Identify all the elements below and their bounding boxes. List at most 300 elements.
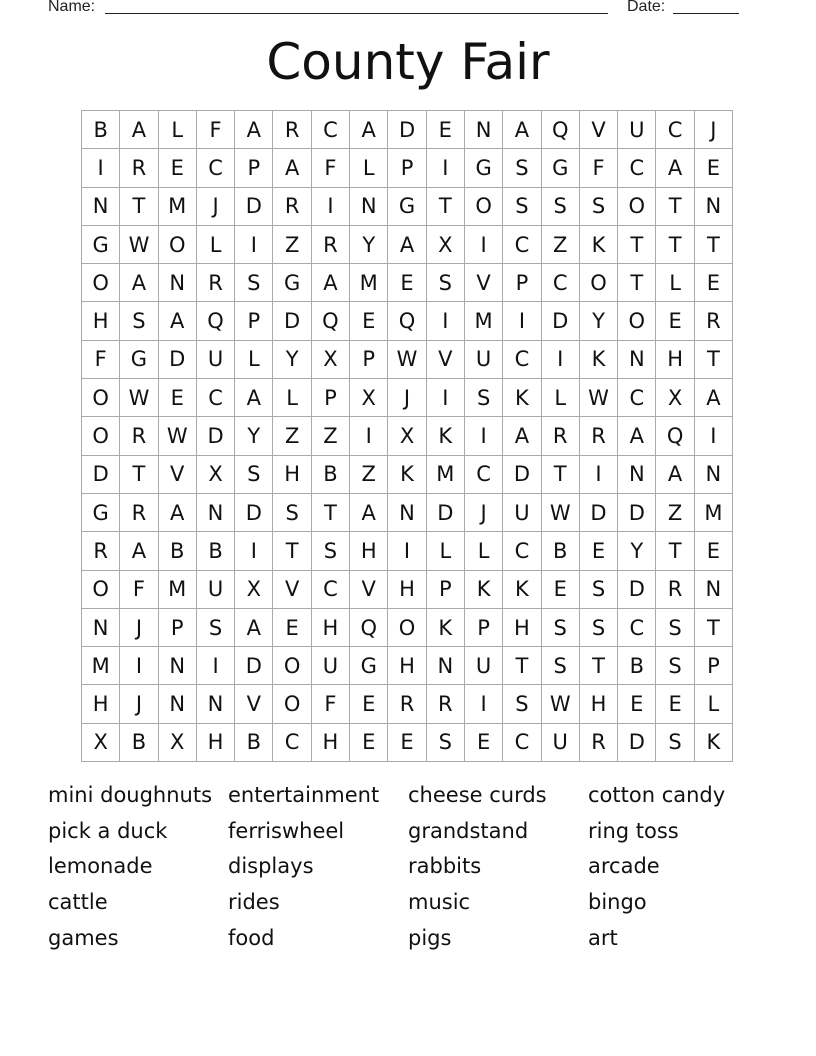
word-list-item: arcade <box>588 854 660 879</box>
grid-cell[interactable]: A <box>695 379 733 417</box>
grid-cell[interactable]: T <box>695 609 733 647</box>
grid-cell[interactable]: L <box>695 685 733 723</box>
grid-cell[interactable]: L <box>197 226 235 264</box>
grid-cell[interactable]: I <box>465 417 503 455</box>
grid-cell[interactable]: S <box>542 188 580 226</box>
grid-cell[interactable]: C <box>503 532 541 570</box>
grid-cell[interactable]: F <box>312 149 350 187</box>
grid-cell[interactable]: F <box>120 571 158 609</box>
grid-cell[interactable]: V <box>159 456 197 494</box>
grid-cell[interactable]: A <box>159 302 197 340</box>
grid-cell[interactable]: E <box>159 379 197 417</box>
grid-cell[interactable]: H <box>197 724 235 762</box>
grid-cell[interactable]: R <box>580 417 618 455</box>
grid-cell[interactable]: Q <box>388 302 426 340</box>
grid-cell[interactable]: W <box>120 226 158 264</box>
grid-cell[interactable]: P <box>159 609 197 647</box>
grid-cell[interactable]: T <box>618 226 656 264</box>
grid-cell[interactable]: S <box>120 302 158 340</box>
grid-cell[interactable]: I <box>82 149 120 187</box>
grid-cell[interactable]: I <box>427 149 465 187</box>
grid-cell[interactable]: E <box>350 302 388 340</box>
grid-cell[interactable]: S <box>580 571 618 609</box>
grid-cell[interactable]: B <box>120 724 158 762</box>
grid-cell[interactable]: M <box>695 494 733 532</box>
grid-cell[interactable]: O <box>618 188 656 226</box>
grid-cell[interactable]: L <box>350 149 388 187</box>
grid-cell[interactable]: P <box>312 379 350 417</box>
grid-cell[interactable]: O <box>618 302 656 340</box>
grid-cell[interactable]: N <box>695 571 733 609</box>
grid-cell[interactable]: E <box>580 532 618 570</box>
grid-cell[interactable]: N <box>465 111 503 149</box>
grid-cell[interactable]: N <box>82 609 120 647</box>
grid-cell[interactable]: P <box>503 264 541 302</box>
grid-cell[interactable]: G <box>350 647 388 685</box>
grid-cell[interactable]: D <box>82 456 120 494</box>
grid-cell[interactable]: N <box>695 188 733 226</box>
grid-cell[interactable]: A <box>120 111 158 149</box>
grid-cell[interactable]: M <box>465 302 503 340</box>
grid-cell[interactable]: U <box>503 494 541 532</box>
grid-cell[interactable]: Q <box>350 609 388 647</box>
grid-cell[interactable]: A <box>235 379 273 417</box>
grid-cell[interactable]: Y <box>350 226 388 264</box>
grid-cell[interactable]: R <box>542 417 580 455</box>
grid-cell[interactable]: N <box>159 647 197 685</box>
grid-cell[interactable]: O <box>465 188 503 226</box>
grid-cell[interactable]: J <box>695 111 733 149</box>
grid-cell[interactable]: N <box>618 456 656 494</box>
grid-cell[interactable]: C <box>197 379 235 417</box>
grid-cell[interactable]: C <box>465 456 503 494</box>
grid-cell[interactable]: E <box>273 609 311 647</box>
grid-cell[interactable]: S <box>197 609 235 647</box>
date-blank-line[interactable] <box>673 13 739 14</box>
grid-cell[interactable]: V <box>465 264 503 302</box>
grid-cell[interactable]: S <box>427 264 465 302</box>
grid-cell[interactable]: N <box>82 188 120 226</box>
grid-cell[interactable]: I <box>465 685 503 723</box>
grid-cell[interactable]: S <box>656 724 694 762</box>
grid-cell[interactable]: T <box>273 532 311 570</box>
grid-cell[interactable]: T <box>695 341 733 379</box>
grid-cell[interactable]: V <box>350 571 388 609</box>
grid-cell[interactable]: H <box>82 302 120 340</box>
grid-cell[interactable]: J <box>120 609 158 647</box>
grid-cell[interactable]: A <box>312 264 350 302</box>
grid-cell[interactable]: W <box>580 379 618 417</box>
grid-cell[interactable]: R <box>120 417 158 455</box>
grid-cell[interactable]: S <box>312 532 350 570</box>
grid-cell[interactable]: A <box>503 111 541 149</box>
grid-cell[interactable]: Y <box>235 417 273 455</box>
grid-cell[interactable]: I <box>580 456 618 494</box>
grid-cell[interactable]: C <box>542 264 580 302</box>
grid-cell[interactable]: G <box>273 264 311 302</box>
grid-cell[interactable]: G <box>542 149 580 187</box>
grid-cell[interactable]: X <box>312 341 350 379</box>
grid-cell[interactable]: A <box>350 494 388 532</box>
grid-cell[interactable]: I <box>312 188 350 226</box>
grid-cell[interactable]: C <box>618 149 656 187</box>
grid-cell[interactable]: B <box>312 456 350 494</box>
grid-cell[interactable]: Y <box>273 341 311 379</box>
grid-cell[interactable]: R <box>120 149 158 187</box>
grid-cell[interactable]: H <box>388 571 426 609</box>
grid-cell[interactable]: G <box>120 341 158 379</box>
grid-cell[interactable]: A <box>350 111 388 149</box>
grid-cell[interactable]: P <box>695 647 733 685</box>
grid-cell[interactable]: H <box>312 724 350 762</box>
grid-cell[interactable]: E <box>656 302 694 340</box>
grid-cell[interactable]: S <box>427 724 465 762</box>
grid-cell[interactable]: D <box>618 571 656 609</box>
grid-cell[interactable]: Z <box>312 417 350 455</box>
grid-cell[interactable]: S <box>503 149 541 187</box>
word-list-item: ring toss <box>588 818 679 843</box>
grid-cell[interactable]: M <box>350 264 388 302</box>
grid-cell[interactable]: N <box>159 685 197 723</box>
grid-cell[interactable]: D <box>235 494 273 532</box>
grid-cell[interactable]: P <box>465 609 503 647</box>
grid-cell[interactable]: R <box>388 685 426 723</box>
grid-cell[interactable]: S <box>503 685 541 723</box>
grid-cell[interactable]: S <box>465 379 503 417</box>
grid-cell[interactable]: O <box>82 379 120 417</box>
grid-cell[interactable]: L <box>542 379 580 417</box>
grid-cell[interactable]: L <box>656 264 694 302</box>
grid-cell[interactable]: G <box>465 149 503 187</box>
grid-cell[interactable]: U <box>312 647 350 685</box>
grid-cell[interactable]: C <box>273 724 311 762</box>
grid-cell[interactable]: M <box>82 647 120 685</box>
grid-cell[interactable]: I <box>465 226 503 264</box>
grid-cell[interactable]: D <box>235 188 273 226</box>
grid-cell[interactable]: T <box>618 264 656 302</box>
grid-cell[interactable]: H <box>350 532 388 570</box>
grid-cell[interactable]: G <box>82 494 120 532</box>
grid-cell[interactable]: T <box>503 647 541 685</box>
grid-cell[interactable]: R <box>312 226 350 264</box>
grid-cell[interactable]: R <box>120 494 158 532</box>
grid-cell[interactable]: E <box>388 724 426 762</box>
grid-cell[interactable]: C <box>312 571 350 609</box>
grid-cell[interactable]: A <box>235 111 273 149</box>
grid-cell[interactable]: E <box>427 111 465 149</box>
grid-cell[interactable]: X <box>656 379 694 417</box>
grid-cell[interactable]: R <box>197 264 235 302</box>
grid-cell[interactable]: L <box>465 532 503 570</box>
grid-cell[interactable]: K <box>388 456 426 494</box>
grid-cell[interactable]: C <box>618 379 656 417</box>
grid-cell[interactable]: U <box>197 571 235 609</box>
grid-cell[interactable]: N <box>388 494 426 532</box>
grid-cell[interactable]: N <box>427 647 465 685</box>
grid-cell[interactable]: V <box>235 685 273 723</box>
grid-cell[interactable]: I <box>197 647 235 685</box>
grid-cell[interactable]: O <box>82 571 120 609</box>
grid-cell[interactable]: T <box>656 532 694 570</box>
grid-cell[interactable]: H <box>312 609 350 647</box>
grid-cell[interactable]: Z <box>542 226 580 264</box>
grid-cell[interactable]: T <box>580 647 618 685</box>
grid-cell[interactable]: I <box>427 302 465 340</box>
grid-cell[interactable]: T <box>542 456 580 494</box>
grid-cell[interactable]: B <box>159 532 197 570</box>
grid-cell[interactable]: I <box>542 341 580 379</box>
grid-cell[interactable]: X <box>197 456 235 494</box>
grid-cell[interactable]: Z <box>350 456 388 494</box>
grid-cell[interactable]: R <box>82 532 120 570</box>
grid-cell[interactable]: E <box>695 149 733 187</box>
grid-cell[interactable]: N <box>197 685 235 723</box>
grid-cell[interactable]: Z <box>273 417 311 455</box>
grid-cell[interactable]: E <box>465 724 503 762</box>
grid-cell[interactable]: E <box>542 571 580 609</box>
grid-cell[interactable]: C <box>197 149 235 187</box>
grid-cell[interactable]: O <box>273 685 311 723</box>
grid-cell[interactable]: N <box>350 188 388 226</box>
grid-cell[interactable]: U <box>465 647 503 685</box>
grid-cell[interactable]: A <box>656 456 694 494</box>
word-list-item: entertainment <box>228 783 380 807</box>
grid-cell[interactable]: V <box>273 571 311 609</box>
worksheet-header <box>0 0 816 18</box>
grid-cell[interactable]: W <box>542 685 580 723</box>
grid-cell[interactable]: K <box>427 609 465 647</box>
grid-cell[interactable]: P <box>350 341 388 379</box>
grid-cell[interactable]: W <box>159 417 197 455</box>
grid-cell[interactable]: K <box>580 341 618 379</box>
date-label: Date: <box>627 0 666 15</box>
grid-cell[interactable]: X <box>82 724 120 762</box>
grid-cell[interactable]: E <box>350 724 388 762</box>
grid-cell[interactable]: A <box>159 494 197 532</box>
grid-cell[interactable]: T <box>312 494 350 532</box>
grid-cell[interactable]: Y <box>580 302 618 340</box>
grid-cell[interactable]: H <box>82 685 120 723</box>
grid-cell[interactable]: H <box>273 456 311 494</box>
grid-cell[interactable]: H <box>656 341 694 379</box>
grid-cell[interactable]: J <box>120 685 158 723</box>
puzzle-title: County Fair <box>266 33 550 91</box>
grid-cell[interactable]: S <box>235 264 273 302</box>
grid-cell[interactable]: F <box>197 111 235 149</box>
grid-cell[interactable]: H <box>388 647 426 685</box>
grid-cell[interactable]: M <box>159 571 197 609</box>
grid-cell[interactable]: Q <box>197 302 235 340</box>
grid-cell[interactable]: D <box>580 494 618 532</box>
grid-cell[interactable]: S <box>656 647 694 685</box>
grid-cell[interactable]: J <box>388 379 426 417</box>
grid-cell[interactable]: D <box>542 302 580 340</box>
grid-cell[interactable]: I <box>235 226 273 264</box>
grid-cell[interactable]: X <box>159 724 197 762</box>
grid-cell[interactable]: Z <box>656 494 694 532</box>
grid-cell[interactable]: N <box>618 341 656 379</box>
name-blank-line[interactable] <box>105 13 608 14</box>
grid-cell[interactable]: B <box>197 532 235 570</box>
grid-cell[interactable]: R <box>273 188 311 226</box>
grid-cell[interactable]: O <box>580 264 618 302</box>
grid-cell[interactable]: W <box>388 341 426 379</box>
grid-cell[interactable]: L <box>159 111 197 149</box>
grid-cell[interactable]: E <box>695 532 733 570</box>
grid-cell[interactable]: A <box>388 226 426 264</box>
grid-cell[interactable]: D <box>427 494 465 532</box>
grid-cell[interactable]: Q <box>312 302 350 340</box>
grid-cell[interactable]: C <box>503 226 541 264</box>
grid-cell[interactable]: U <box>618 111 656 149</box>
grid-cell[interactable]: F <box>580 149 618 187</box>
grid-cell[interactable]: C <box>618 609 656 647</box>
grid-cell[interactable]: E <box>618 685 656 723</box>
grid-cell[interactable]: A <box>503 417 541 455</box>
grid-cell[interactable]: I <box>120 647 158 685</box>
grid-cell[interactable]: C <box>503 724 541 762</box>
grid-cell[interactable]: R <box>695 302 733 340</box>
grid-cell[interactable]: W <box>542 494 580 532</box>
grid-cell[interactable]: E <box>656 685 694 723</box>
grid-cell[interactable]: G <box>388 188 426 226</box>
grid-cell[interactable]: X <box>427 226 465 264</box>
grid-cell[interactable]: C <box>656 111 694 149</box>
grid-cell[interactable]: N <box>197 494 235 532</box>
grid-cell[interactable]: U <box>465 341 503 379</box>
grid-cell[interactable]: A <box>618 417 656 455</box>
grid-cell[interactable]: S <box>542 609 580 647</box>
grid-cell[interactable]: P <box>388 149 426 187</box>
grid-cell[interactable]: K <box>503 571 541 609</box>
grid-cell[interactable]: F <box>312 685 350 723</box>
grid-cell[interactable]: S <box>235 456 273 494</box>
grid-cell[interactable]: D <box>235 647 273 685</box>
grid-cell[interactable]: T <box>120 456 158 494</box>
word-list-item: cattle <box>48 890 108 915</box>
grid-cell[interactable]: J <box>197 188 235 226</box>
grid-cell[interactable]: T <box>427 188 465 226</box>
grid-cell[interactable]: P <box>427 571 465 609</box>
grid-cell[interactable]: T <box>656 226 694 264</box>
grid-cell[interactable]: N <box>159 264 197 302</box>
grid-cell[interactable]: X <box>350 379 388 417</box>
grid-cell[interactable]: N <box>695 456 733 494</box>
grid-cell[interactable]: S <box>542 647 580 685</box>
grid-cell[interactable]: S <box>580 188 618 226</box>
grid-cell[interactable]: O <box>388 609 426 647</box>
grid-cell[interactable]: O <box>273 647 311 685</box>
grid-cell[interactable]: T <box>656 188 694 226</box>
grid-cell[interactable]: P <box>235 302 273 340</box>
grid-cell[interactable]: T <box>120 188 158 226</box>
grid-cell[interactable]: D <box>197 417 235 455</box>
grid-cell[interactable]: H <box>503 609 541 647</box>
grid-cell[interactable]: U <box>542 724 580 762</box>
grid-cell[interactable]: D <box>618 724 656 762</box>
grid-cell[interactable]: T <box>695 226 733 264</box>
grid-cell[interactable]: E <box>695 264 733 302</box>
grid-cell[interactable]: E <box>159 149 197 187</box>
grid-cell[interactable]: A <box>120 264 158 302</box>
grid-cell[interactable]: D <box>503 456 541 494</box>
grid-cell[interactable]: I <box>503 302 541 340</box>
grid-cell[interactable]: I <box>427 379 465 417</box>
grid-cell[interactable]: X <box>388 417 426 455</box>
grid-cell[interactable]: F <box>82 341 120 379</box>
grid-cell[interactable]: I <box>235 532 273 570</box>
grid-cell[interactable]: V <box>427 341 465 379</box>
grid-cell[interactable]: O <box>82 417 120 455</box>
grid-cell[interactable]: W <box>120 379 158 417</box>
grid-cell[interactable]: Z <box>273 226 311 264</box>
grid-cell[interactable]: Y <box>618 532 656 570</box>
grid-cell[interactable]: A <box>120 532 158 570</box>
grid-cell[interactable]: K <box>695 724 733 762</box>
word-list-item: lemonade <box>48 854 153 879</box>
grid-cell[interactable]: M <box>427 456 465 494</box>
grid-cell[interactable]: A <box>273 149 311 187</box>
grid-cell[interactable]: G <box>82 226 120 264</box>
grid-cell[interactable]: L <box>427 532 465 570</box>
grid-cell[interactable]: B <box>618 647 656 685</box>
grid-cell[interactable]: B <box>542 532 580 570</box>
grid-cell[interactable]: A <box>656 149 694 187</box>
grid-cell[interactable]: E <box>350 685 388 723</box>
grid-cell[interactable]: R <box>656 571 694 609</box>
grid-cell[interactable]: S <box>503 188 541 226</box>
grid-cell[interactable]: D <box>618 494 656 532</box>
grid-cell[interactable]: R <box>580 724 618 762</box>
grid-cell[interactable]: D <box>388 111 426 149</box>
grid-cell[interactable]: B <box>82 111 120 149</box>
grid-cell[interactable]: U <box>197 341 235 379</box>
grid-cell[interactable]: S <box>580 609 618 647</box>
grid-cell[interactable]: L <box>235 341 273 379</box>
grid-cell[interactable]: I <box>350 417 388 455</box>
grid-cell[interactable]: O <box>82 264 120 302</box>
grid-cell[interactable]: S <box>656 609 694 647</box>
grid-cell[interactable]: Q <box>542 111 580 149</box>
grid-cell[interactable]: R <box>273 111 311 149</box>
grid-cell[interactable]: J <box>465 494 503 532</box>
grid-cell[interactable]: M <box>159 188 197 226</box>
grid-cell[interactable]: V <box>580 111 618 149</box>
grid-cell[interactable]: B <box>235 724 273 762</box>
grid-cell[interactable]: H <box>580 685 618 723</box>
word-list-item: bingo <box>588 890 647 915</box>
grid-cell[interactable]: C <box>503 341 541 379</box>
grid-cell[interactable]: D <box>273 302 311 340</box>
grid-cell[interactable]: E <box>388 264 426 302</box>
grid-cell[interactable]: A <box>235 609 273 647</box>
grid-cell[interactable]: O <box>159 226 197 264</box>
grid-cell[interactable]: C <box>312 111 350 149</box>
grid-cell[interactable]: X <box>235 571 273 609</box>
grid-cell[interactable]: P <box>235 149 273 187</box>
grid-cell[interactable]: R <box>427 685 465 723</box>
grid-cell[interactable]: L <box>273 379 311 417</box>
grid-cell[interactable]: Q <box>656 417 694 455</box>
grid-cell[interactable]: S <box>273 494 311 532</box>
grid-cell[interactable]: K <box>465 571 503 609</box>
grid-cell[interactable]: K <box>427 417 465 455</box>
grid-cell[interactable]: K <box>503 379 541 417</box>
grid-cell[interactable]: I <box>695 417 733 455</box>
grid-cell[interactable]: I <box>388 532 426 570</box>
grid-cell[interactable]: D <box>159 341 197 379</box>
grid-cell[interactable]: K <box>580 226 618 264</box>
